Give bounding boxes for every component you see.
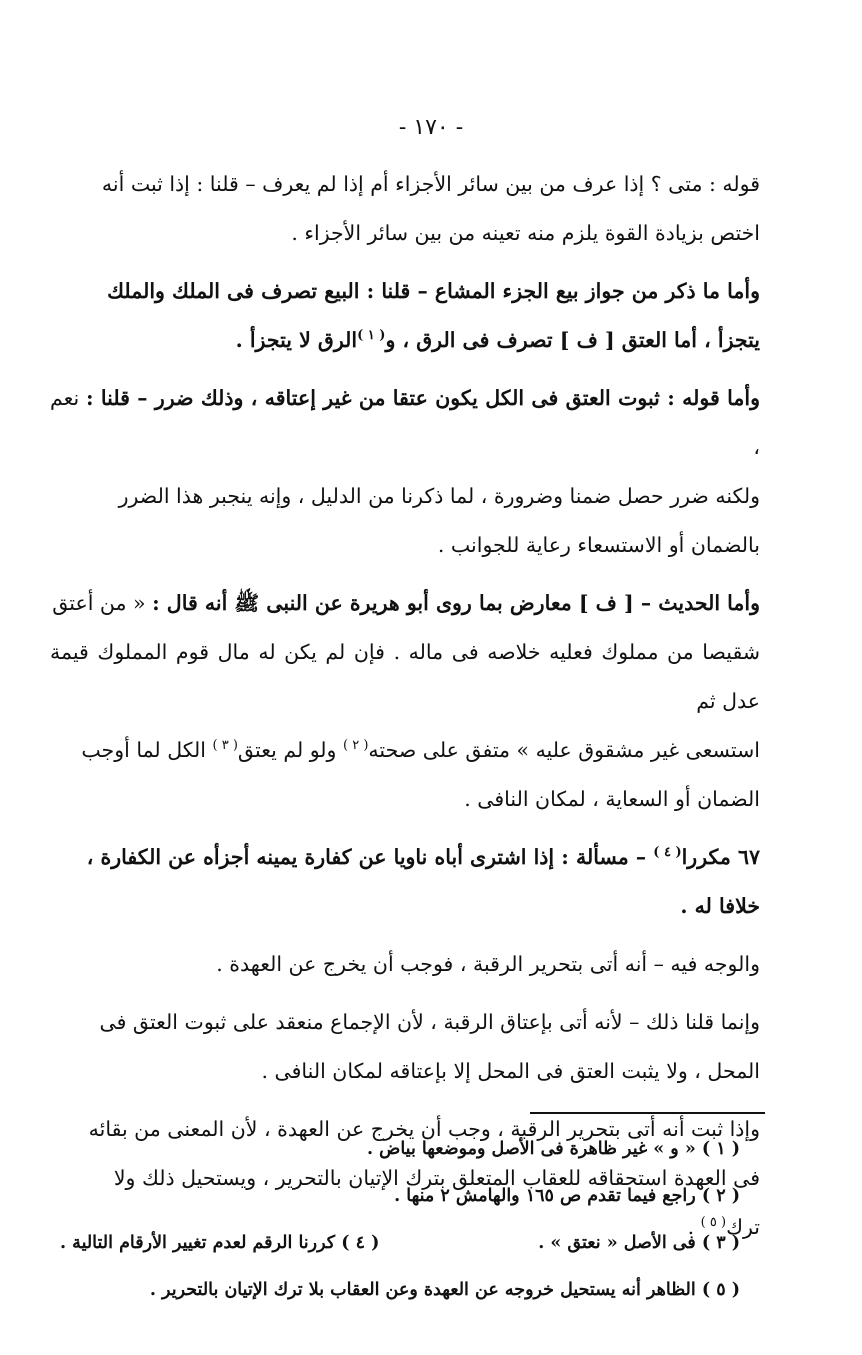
footnote-ref: ( ٢ ) — [342, 738, 369, 754]
footnote-ref: ( ٣ ) — [212, 738, 238, 754]
main-text — [50, 160, 760, 1252]
footnote-4: ( ٤ ) كررنا الرقم لعدم تغيير الأرقام التالية . — [60, 1233, 380, 1253]
text-line: وأما ما ذكر من جواز بيع الجزء المشاع – قلنا : البيع تصرف فى الملك والملك — [107, 279, 760, 303]
footnote-ref: ( ٥ ) — [700, 1215, 727, 1231]
footnotes — [60, 1126, 740, 1314]
footnote-5: ( ٥ ) الظاهر أنه يستحيل خروجه عن العهدة وعن العقاب بلا ترك الإتيان بالتحرير . — [149, 1280, 740, 1300]
text-line: ترك — [726, 1215, 760, 1239]
footnote-1: ( ١ ) « و » غير ظاهرة فى الأصل وموضعها بياض . — [366, 1139, 740, 1159]
paragraph-2 — [50, 267, 760, 365]
text-line: والوجه فيه – أنه أتى بتحرير الرقبة ، فوجب أن يخرج عن العهدة . — [216, 952, 760, 976]
text-line: الكل لما أوجب — [81, 738, 213, 762]
text-line: استسعى غير مشقوق عليه » متفق على صحته — [368, 738, 760, 762]
paragraph-3 — [50, 374, 760, 570]
footnote-row — [60, 1220, 740, 1267]
paragraph-1 — [50, 160, 760, 258]
text-line: ولكنه ضرر حصل ضمنا وضرورة ، لما ذكرنا من الدليل ، وإنه ينجبر هذا الضرر — [118, 484, 760, 508]
text-line: يتجزأ ، أما العتق [ ف ] تصرف فى الرق ، و — [385, 328, 760, 352]
text-line: نعم ، — [50, 386, 760, 459]
text-line: وإنما قلنا ذلك – لأنه أتى بإعتاق الرقبة ، لأن الإجماع منعقد على ثبوت العتق فى — [99, 1010, 760, 1034]
paragraph-4 — [50, 579, 760, 824]
text-line: « من أعتق — [52, 591, 153, 615]
footnote-ref: ( ١ ) — [357, 328, 386, 344]
text-line: ولو لم يعتق — [237, 738, 343, 762]
footnote-divider — [530, 1112, 765, 1114]
text-line: – مسألة : إذا اشترى أباه ناويا عن كفارة يمينه أجزأه عن الكفارة ، — [86, 845, 654, 869]
text-line: الضمان أو السعاية ، لمكان النافى . — [464, 787, 760, 811]
text-line: ٦٧ مكررا — [681, 845, 760, 869]
footnote-ref: ( ٤ ) — [653, 845, 682, 861]
text-line: فى العهدة استحقاقه للعقاب المتعلق بترك الإتيان بالتحرير ، ويستحيل ذلك ولا — [113, 1166, 760, 1190]
text-line: بالضمان أو الاستسعاء رعاية للجوانب . — [437, 533, 760, 557]
text-line: خلافا له . — [680, 894, 760, 918]
text-line: وإذا ثبت أنه أتى بتحرير الرقبة ، وجب أن يخرج عن العهدة ، لأن المعنى من بقائه — [88, 1117, 760, 1141]
footnote-3: ( ٣ ) فى الأصل « نعتق » . — [538, 1233, 740, 1253]
paragraph-7 — [50, 998, 760, 1096]
text-line: شقيصا من مملوك فعليه خلاصه فى ماله . فإن لم يكن له مال قوم المملوك قيمة عدل ثم — [50, 640, 760, 713]
text-line: وأما الحديث – [ ف ] معارض بما روى أبو هريرة عن النبى ﷺ أنه قال : — [152, 591, 760, 615]
paragraph-6 — [50, 940, 760, 989]
text-line: قوله : متى ؟ إذا عرف من بين سائر الأجزاء أم إذا لم يعرف – قلنا : إذا ثبت أنه — [101, 172, 760, 196]
text-line: اختص بزيادة القوة يلزم منه تعينه من بين سائر الأجزاء . — [291, 221, 760, 245]
footnote-2: ( ٢ ) راجع فيما تقدم ص ١٦٥ والهامش ٢ منها . — [394, 1186, 740, 1206]
paragraph-5-issue — [50, 833, 760, 931]
text-line: . — [687, 1215, 701, 1239]
text-line: الرق لا يتجزأ . — [235, 328, 358, 352]
text-line: المحل ، ولا يثبت العتق فى المحل إلا بإعتاقه لمكان النافى . — [261, 1059, 760, 1083]
page-number: - ١٧٠ - — [398, 115, 464, 140]
text-line: وأما قوله : ثبوت العتق فى الكل يكون عتقا من غير إعتاقه ، وذلك ضرر – قلنا : — [85, 386, 760, 410]
